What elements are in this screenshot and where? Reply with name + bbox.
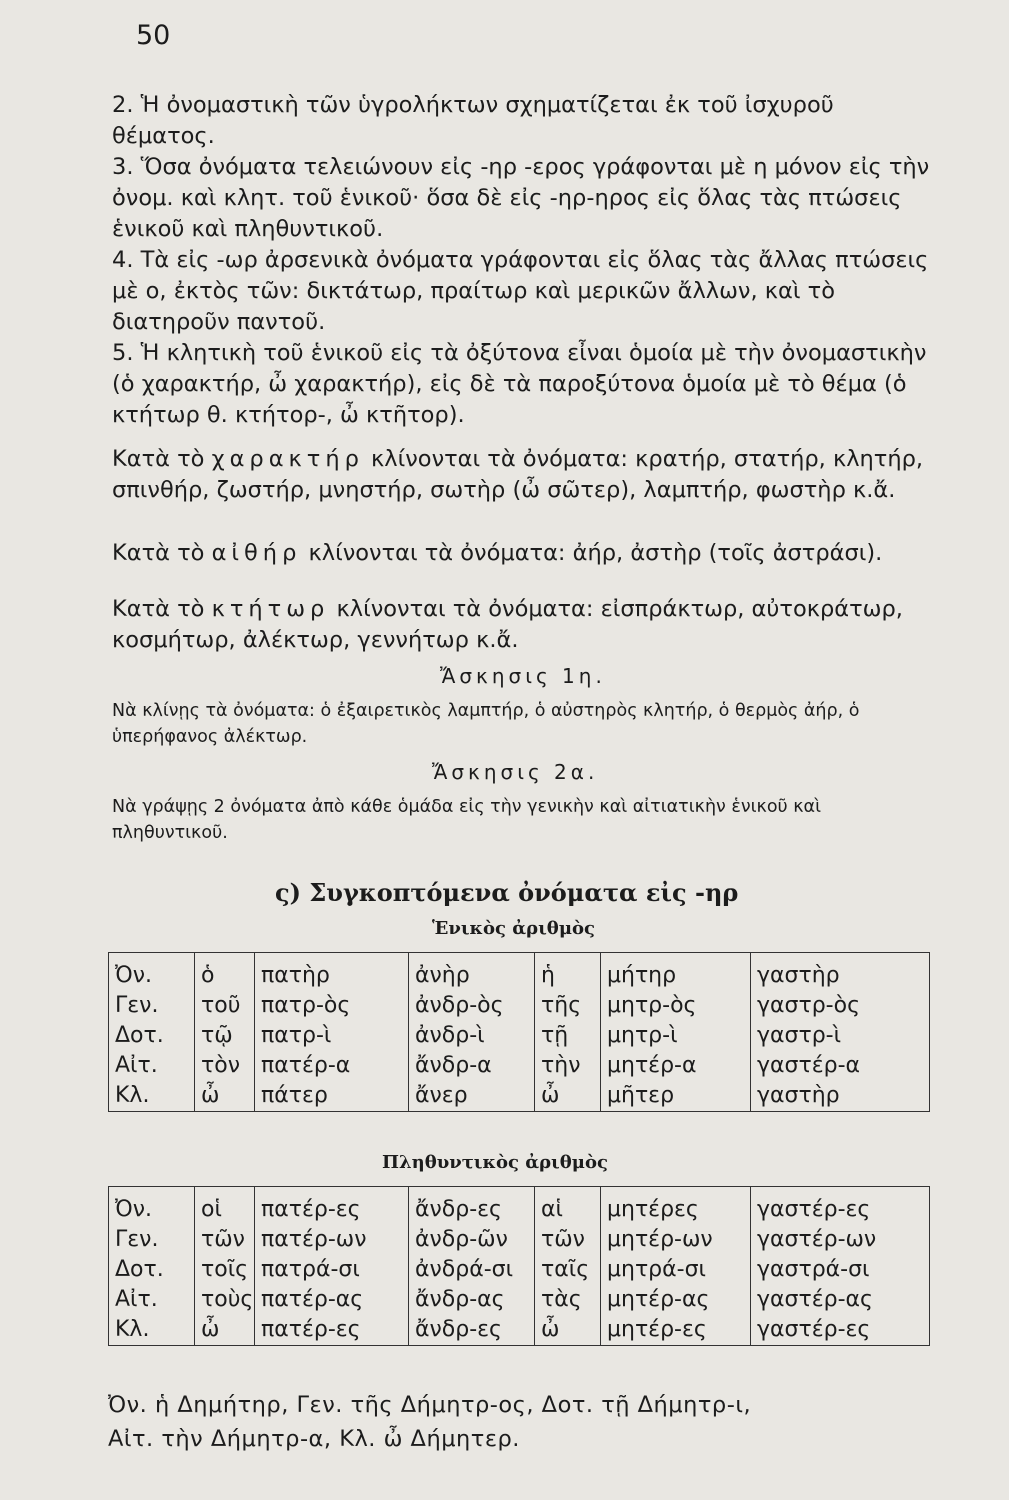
table-cell: γαστὴρ [751, 953, 930, 992]
table-cell: ἄνδρ-ες [409, 1187, 535, 1226]
table-cell: ὦ [535, 1315, 601, 1346]
table-cell: Ὀν. [109, 953, 195, 992]
rule-4: 4. Τὰ εἰς -ωρ ἀρσενικὰ ὀνόματα γράφονται εἰς ὅλας τὰς ἄλλας πτώσεις μὲ ο, ἐκτὸς τῶν: δικτάτωρ, πραίτωρ καὶ μερικῶν ἄλλων, καὶ τὸ διατηροῦν παντοῦ. [112, 247, 929, 335]
table-cell: ἀνὴρ [409, 953, 535, 992]
table-row [109, 1315, 930, 1346]
table-cell: ὦ [195, 1081, 255, 1112]
pattern-1 [112, 444, 940, 506]
singular-title: Ἑνικὸς ἀριθμὸς [432, 918, 595, 939]
table-row [109, 1081, 930, 1112]
table-cell: μητρ-ὸς [601, 991, 751, 1021]
table-cell: μῆτερ [601, 1081, 751, 1112]
table-cell: ἀνδρά-σι [409, 1255, 535, 1285]
table-cell: γαστέρ-ας [751, 1285, 930, 1315]
table-row [109, 1225, 930, 1255]
table-cell: Αἰτ. [109, 1051, 195, 1081]
section-title: ς) Συγκοπτόμενα ὀνόματα εἰς -ηρ [275, 878, 739, 907]
table-cell: τὴν [535, 1051, 601, 1081]
table-cell: τὸν [195, 1051, 255, 1081]
table-cell: τὰς [535, 1285, 601, 1315]
final-line-2: Αἰτ. τὴν Δήμητρ-α, Κλ. ὦ Δήμητερ. [108, 1426, 520, 1452]
table-cell: μητέρ-ας [601, 1285, 751, 1315]
table-row [109, 991, 930, 1021]
table-cell: μητρ-ὶ [601, 1021, 751, 1051]
table-cell: Κλ. [109, 1315, 195, 1346]
pattern-model: κτήτωρ [211, 596, 330, 622]
table-cell: ἀνδρ-ὸς [409, 991, 535, 1021]
table-cell: ταῖς [535, 1255, 601, 1285]
table-cell: πατέρ-ων [255, 1225, 409, 1255]
table-row [109, 1285, 930, 1315]
table-cell: πατρά-σι [255, 1255, 409, 1285]
table-cell: τῶν [195, 1225, 255, 1255]
table-cell: τῶν [535, 1225, 601, 1255]
table-row [109, 953, 930, 992]
table-cell: ὦ [535, 1081, 601, 1112]
table-cell: Δοτ. [109, 1255, 195, 1285]
table-cell: πατρ-ὶ [255, 1021, 409, 1051]
pattern-prefix: Κατὰ τὸ [112, 596, 205, 622]
table-cell: ἄνδρ-α [409, 1051, 535, 1081]
table-row [109, 1255, 930, 1285]
table-cell: πατέρ-α [255, 1051, 409, 1081]
pattern-text: κλίνονται τὰ ὀνόματα: εἰσπράκτωρ, αὐτοκράτωρ, κοσμήτωρ, ἀλέκτωρ, γεννήτωρ κ.ἄ. [112, 596, 903, 653]
table-cell: τοῦ [195, 991, 255, 1021]
table-cell: γαστρ-ὶ [751, 1021, 930, 1051]
table-cell: γαστέρ-α [751, 1051, 930, 1081]
table-cell: ἀνδρ-ῶν [409, 1225, 535, 1255]
exercise-2-title: Ἄσκησις 2α. [432, 760, 599, 784]
table-cell: γαστέρ-ες [751, 1187, 930, 1226]
table-cell: μητέρ-ων [601, 1225, 751, 1255]
table-cell: γαστρά-σι [751, 1255, 930, 1285]
exercise-2-text: Νὰ γράψῃς 2 ὀνόματα ἀπὸ κάθε ὁμάδα εἰς τὴν γενικὴν καὶ αἰτιατικὴν ἑνικοῦ καὶ πληθυντικοῦ. [112, 797, 822, 843]
table-cell: τοῖς [195, 1255, 255, 1285]
exercise-1-title: Ἄσκησις 1η. [440, 664, 606, 688]
table-cell: μητέρ-ες [601, 1315, 751, 1346]
table-cell: ἡ [535, 953, 601, 992]
table-row [109, 1051, 930, 1081]
pattern-text: κλίνονται τὰ ὀνόματα: ἀήρ, ἀστὴρ (τοῖς ἀστράσι). [308, 540, 883, 566]
pattern-3 [112, 594, 940, 656]
pattern-prefix: Κατὰ τὸ [112, 540, 205, 566]
table-cell: ἄνερ [409, 1081, 535, 1112]
plural-table [108, 1186, 930, 1346]
table-cell: αἱ [535, 1187, 601, 1226]
rule-2: 2. Ἡ ὀνομαστικὴ τῶν ὑγρολήκτων σχηματίζεται ἐκ τοῦ ἰσχυροῦ θέματος. [112, 92, 834, 149]
table-cell: οἱ [195, 1187, 255, 1226]
table-cell: μητέρες [601, 1187, 751, 1226]
pattern-model: αἰθήρ [211, 540, 302, 566]
pattern-text: κλίνονται τὰ ὀνόματα: κρατήρ, στατήρ, κλητήρ, σπινθήρ, ζωστήρ, μνηστήρ, σωτὴρ (ὦ σῶτερ), λαμπτήρ, φωστὴρ κ.ἄ. [112, 446, 924, 503]
rule-3: 3. Ὅσα ὀνόματα τελειώνουν εἰς -ηρ -ερος γράφονται μὲ η μόνον εἰς τὴν ὀνομ. καὶ κλητ. τοῦ ἑνικοῦ· ὅσα δὲ εἰς -ηρ-ηρος εἰς ὅλας τὰς πτώσεις ἑνικοῦ καὶ πληθυντικοῦ. [112, 154, 930, 242]
table-row [109, 1021, 930, 1051]
table-cell: πατέρ-ες [255, 1315, 409, 1346]
table-cell: ὁ [195, 953, 255, 992]
table-cell: Ὀν. [109, 1187, 195, 1226]
table-cell: Γεν. [109, 1225, 195, 1255]
table-row [109, 1187, 930, 1226]
rules-block [112, 90, 940, 431]
table-cell: τῆς [535, 991, 601, 1021]
table-cell: ὦ [195, 1315, 255, 1346]
table-cell: πατὴρ [255, 953, 409, 992]
table-cell: γαστέρ-ων [751, 1225, 930, 1255]
table-cell: μητρά-σι [601, 1255, 751, 1285]
singular-table [108, 952, 930, 1112]
table-cell: γαστέρ-ες [751, 1315, 930, 1346]
dimitir-declension [108, 1388, 938, 1456]
exercise-1-text: Νὰ κλίνῃς τὰ ὀνόματα: ὁ ἐξαιρετικὸς λαμπτήρ, ὁ αὐστηρὸς κλητήρ, ὁ θερμὸς ἀήρ, ὁ ὑπερήφανος ἀλέκτωρ. [112, 701, 860, 747]
table-cell: Αἰτ. [109, 1285, 195, 1315]
table-cell: γαστρ-ὸς [751, 991, 930, 1021]
page-number: 50 [136, 20, 171, 51]
pattern-prefix: Κατὰ τὸ [112, 446, 205, 472]
table-cell: ἄνδρ-ες [409, 1315, 535, 1346]
final-line-1: Ὀν. ἡ Δημήτηρ, Γεν. τῆς Δήμητρ-ος, Δοτ. τῇ Δήμητρ-ι, [108, 1392, 752, 1418]
table-cell: τοὺς [195, 1285, 255, 1315]
table-cell: πατέρ-ες [255, 1187, 409, 1226]
table-cell: ἄνδρ-ας [409, 1285, 535, 1315]
table-cell: πατέρ-ας [255, 1285, 409, 1315]
table-cell: μητέρ-α [601, 1051, 751, 1081]
table-cell: μήτηρ [601, 953, 751, 992]
table-cell: γαστὴρ [751, 1081, 930, 1112]
table-cell: πατρ-ὸς [255, 991, 409, 1021]
rule-5: 5. Ἡ κλητικὴ τοῦ ἑνικοῦ εἰς τὰ ὀξύτονα εἶναι ὁμοία μὲ τὴν ὀνομαστικὴν (ὁ χαρακτήρ, ὦ χαρακτήρ), εἰς δὲ τὰ παροξύτονα ὁμοία μὲ τὸ θέμα (ὁ κτήτωρ θ. κτήτορ-, ὦ κτῆτορ). [112, 340, 927, 428]
table-cell: τῇ [535, 1021, 601, 1051]
table-cell: πάτερ [255, 1081, 409, 1112]
pattern-model: χαρακτήρ [211, 446, 364, 472]
table-cell: Κλ. [109, 1081, 195, 1112]
table-cell: Γεν. [109, 991, 195, 1021]
pattern-2 [112, 538, 940, 569]
table-cell: ἀνδρ-ὶ [409, 1021, 535, 1051]
table-cell: Δοτ. [109, 1021, 195, 1051]
plural-title: Πληθυντικὸς ἀριθμὸς [382, 1152, 608, 1173]
table-cell: τῷ [195, 1021, 255, 1051]
